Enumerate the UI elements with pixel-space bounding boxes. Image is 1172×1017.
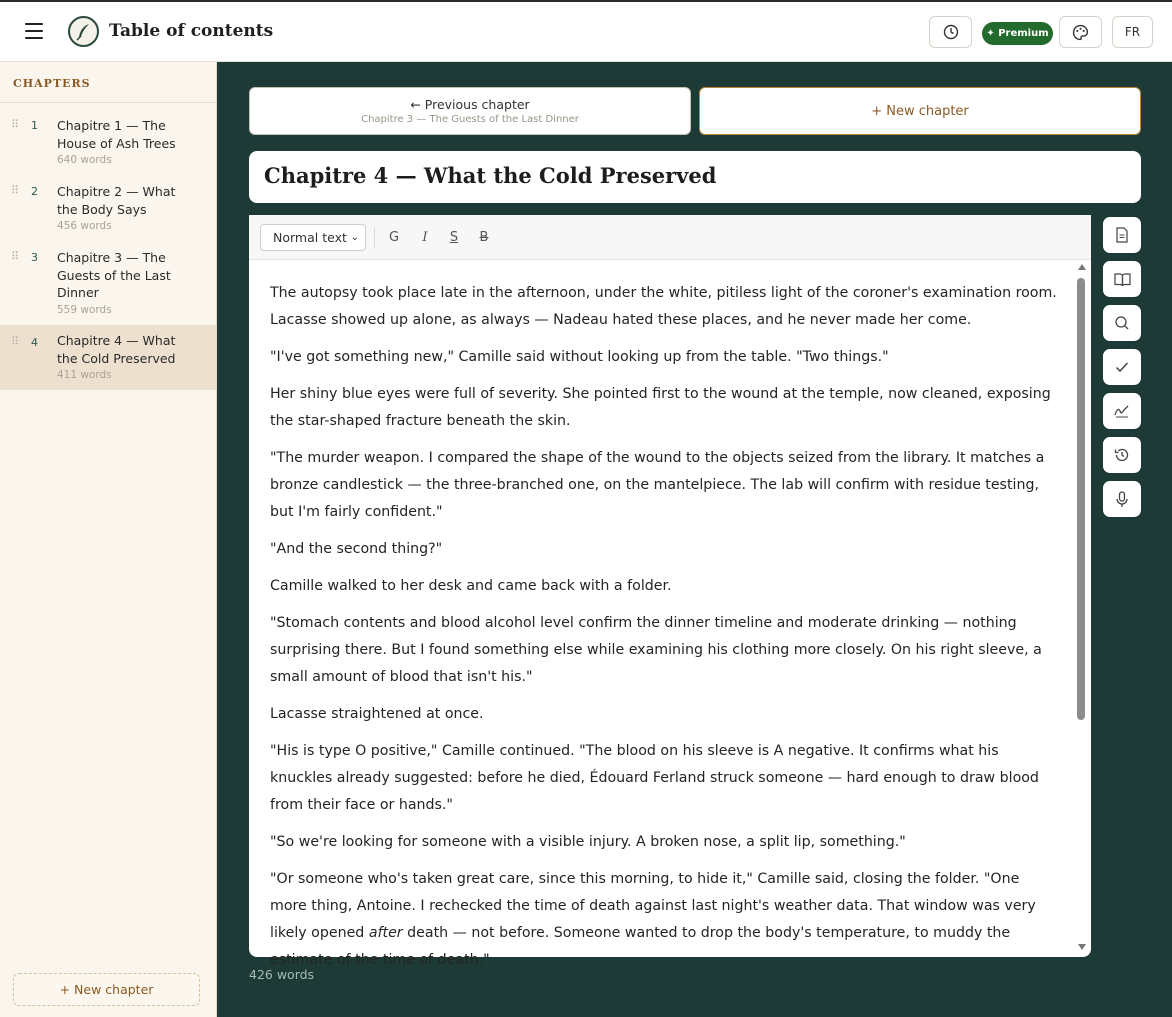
new-chapter-button[interactable]: + New chapter	[699, 87, 1141, 135]
chapter-word-count: 559 words	[57, 304, 112, 316]
chapter-item-4[interactable]	[0, 325, 216, 390]
formatting-toolbar	[249, 215, 1091, 260]
scrollbar-thumb[interactable]	[1077, 278, 1085, 720]
version-history-button[interactable]	[1103, 437, 1141, 473]
microphone-icon	[1115, 491, 1129, 508]
strikethrough-button[interactable]: B	[479, 230, 489, 245]
word-count: 426 words	[249, 967, 315, 982]
handwriting-button[interactable]	[1103, 393, 1141, 429]
text-style-select[interactable]	[260, 224, 366, 251]
document-button[interactable]	[1103, 217, 1141, 253]
paragraph: Lacasse straightened at once.	[270, 706, 484, 722]
chapter-word-count: 456 words	[57, 220, 112, 232]
paragraph: "So we're looking for someone with a visible injury. A broken nose, a split lip, something."	[270, 834, 906, 850]
sidebar-new-chapter-button[interactable]: + New chapter	[13, 973, 200, 1006]
emphasis-text: after	[368, 925, 403, 941]
scroll-up-arrow-icon[interactable]	[1078, 264, 1086, 270]
chapters-sidebar	[0, 62, 217, 1017]
quill-logo-icon	[68, 16, 99, 47]
chapter-word-count: 411 words	[57, 369, 112, 381]
text-run: death — not before. Someone wanted to drop the body's temperature, to muddy the estimate of the time of death."	[270, 925, 1011, 968]
editor-scrollbar[interactable]	[1076, 264, 1086, 954]
proofread-button[interactable]	[1103, 349, 1141, 385]
paragraph: "And the second thing?"	[270, 541, 443, 557]
chapter-number: 2	[31, 185, 38, 198]
language-button[interactable]: FR	[1112, 16, 1153, 48]
chapter-word-count: 640 words	[57, 154, 112, 166]
chapter-number: 1	[31, 119, 38, 132]
chapter-number: 4	[31, 336, 38, 349]
paragraph: "Stomach contents and blood alcohol level confirm the dinner timeline and moderate drinking — nothing surprising there. But I found something else while examining his clothing more closely. On his right sleeve, a small amount of blood that isn't his."	[270, 615, 1042, 685]
italic-button[interactable]: I	[422, 230, 428, 245]
text-run: "Or someone who's taken great care, since this morning, to hide it," Camille said, closing the folder. "One more thing, Antoine. I rechecked the time of death against last night's weather data. That window was very likely opened	[270, 871, 1036, 941]
chapter-title: Chapitre 2 — What the Body Says	[57, 184, 176, 217]
paragraph: Her shiny blue eyes were full of severity. She pointed first to the wound at the temple, now cleaned, exposing the star-shaped fracture beneath the skin.	[270, 386, 1051, 429]
paragraph: Camille walked to her desk and came back with a folder.	[270, 578, 672, 594]
top-bar	[0, 0, 1172, 62]
chapter-title: Chapitre 3 — The Guests of the Last Dinner	[57, 250, 171, 300]
chapter-number: 3	[31, 251, 38, 264]
drag-handle-icon[interactable]: ⠿	[11, 184, 19, 197]
paragraph: "The murder weapon. I compared the shape of the wound to the objects seized from the library. It matches a bronze candlestick — the three-branched one, on the mantelpiece. The lab will confirm with residue testing, but I'm fairly confident."	[270, 450, 1045, 520]
paragraph: "His is type O positive," Camille continued. "The blood on his sleeve is A negative. It confirms what his knuckles already suggested: before he died, Édouard Ferland struck someone — hard enough to draw blood from their face or hands."	[270, 743, 1039, 813]
chapter-title-field[interactable]	[249, 151, 1141, 203]
drag-handle-icon[interactable]: ⠿	[11, 118, 19, 131]
page-title: Table of contents	[109, 21, 274, 41]
toolbar-divider	[374, 228, 375, 248]
signature-icon	[1114, 404, 1130, 418]
chapter-title-text: Chapitre 4 — What the Cold Preserved	[264, 163, 717, 188]
theme-button[interactable]	[1059, 16, 1102, 48]
sidebar-heading: CHAPTERS	[13, 77, 91, 90]
editor-content[interactable]	[270, 280, 1060, 984]
chapter-item-3[interactable]	[0, 244, 216, 320]
check-icon	[1115, 361, 1129, 373]
book-icon	[1114, 272, 1131, 287]
chapter-title: Chapitre 4 — What the Cold Preserved	[57, 333, 176, 366]
text-editor[interactable]	[249, 215, 1091, 968]
premium-badge[interactable]: ✦ Premium	[982, 22, 1053, 45]
menu-icon[interactable]	[25, 23, 43, 39]
chevron-down-icon: ⌄	[350, 232, 359, 243]
paragraph: "I've got something new," Camille said without looking up from the table. "Two things."	[270, 349, 889, 365]
palette-icon	[1072, 24, 1089, 41]
bold-button[interactable]: G	[388, 230, 400, 245]
divider	[0, 102, 216, 103]
history-button[interactable]	[929, 16, 972, 48]
history-icon	[1114, 447, 1130, 463]
drag-handle-icon[interactable]: ⠿	[11, 250, 19, 263]
document-icon	[1115, 227, 1129, 243]
previous-chapter-button[interactable]	[249, 87, 691, 135]
reading-view-button[interactable]	[1103, 261, 1141, 297]
paragraph	[270, 866, 1060, 974]
dictation-button[interactable]	[1103, 481, 1141, 517]
previous-chapter-title: Chapitre 3 — The Guests of the Last Dinner	[361, 114, 579, 125]
underline-button[interactable]: S	[449, 230, 459, 245]
chapter-title: Chapitre 1 — The House of Ash Trees	[57, 118, 176, 151]
previous-chapter-label: ← Previous chapter	[410, 97, 530, 112]
chapter-item-2[interactable]	[0, 178, 216, 236]
drag-handle-icon[interactable]: ⠿	[11, 335, 19, 348]
search-icon	[1114, 315, 1130, 331]
clock-icon	[943, 24, 959, 40]
search-button[interactable]	[1103, 305, 1141, 341]
chapter-item-1[interactable]	[0, 112, 216, 170]
text-style-value: Normal text	[273, 230, 347, 245]
scroll-down-arrow-icon[interactable]	[1078, 944, 1086, 950]
paragraph: The autopsy took place late in the afternoon, under the white, pitiless light of the coroner's examination room. Lacasse showed up alone, as always — Nadeau hated these places, and he never made her come.	[270, 285, 1057, 328]
